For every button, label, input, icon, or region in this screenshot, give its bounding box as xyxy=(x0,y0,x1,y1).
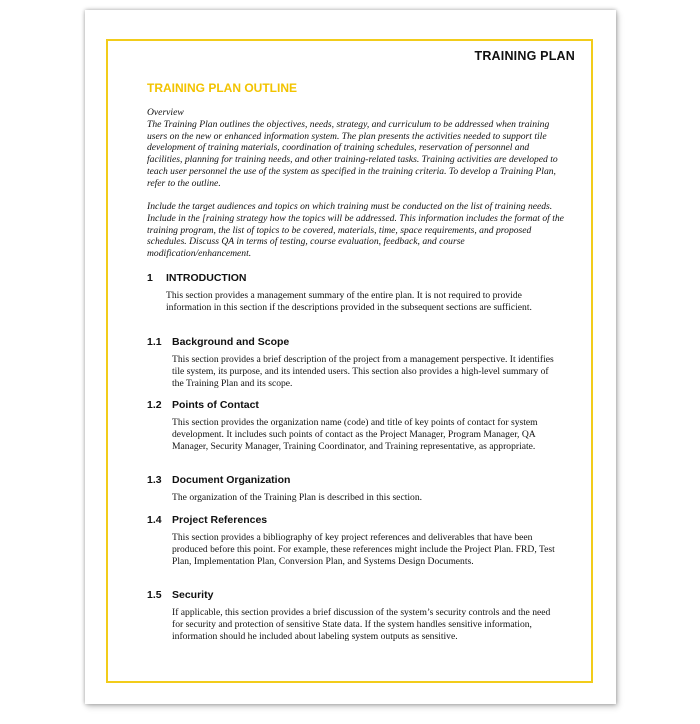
section-heading-security xyxy=(147,589,213,601)
overview-heading: Overview xyxy=(147,107,184,118)
overview-text: The Training Plan outlines the objectives, needs, strategy, and curriculum to be addressed when training users on the new or enhanced information system. The plan presents the activities needed to support tile development of training materials, coordination of training schedules, reservation of personnel and facilities, planning for training needs, and other training-related tasks. Training activities are developed to teach user personnel the use of the system as specified in the training criteria. To develop a Training Plan, refer to the outline. xyxy=(147,118,558,189)
section-title: Security xyxy=(172,589,214,601)
section-number: 1.3 xyxy=(147,474,162,486)
section-body-project-references: This section provides a bibliography of key project references and deliverables that have been produced before this point. For example, these references might include the Project Plan. FRD, Test Plan, Implementation Plan, Conversion Plan, and Systems Design Documents. xyxy=(172,532,555,567)
section-body-document-organization: The organization of the Training Plan is described in this section. xyxy=(172,492,423,503)
section-title: Project References xyxy=(172,514,268,526)
section-number: 1 xyxy=(147,272,153,284)
section-number: 1.4 xyxy=(147,514,162,526)
overview-block xyxy=(147,107,567,190)
section-body-background-scope: This section provides a brief description of the project from a management perspective. It identifies tile system, its purpose, and its intended users. This section also provides a high-level summary of the Training Plan and its scope. xyxy=(172,354,554,389)
section-title: Points of Contact xyxy=(172,399,259,411)
outline-title: TRAINING PLAN OUTLINE xyxy=(147,81,297,95)
section-body-points-of-contact: This section provides the organization name (code) and title of key points of contact for system development. It includes such points of contact as the Project Manager, Program Manager, QA Manager, Security Manager, Training Coordinator, and Training representative, as appropriate. xyxy=(172,417,538,452)
section-number: 1.2 xyxy=(147,399,162,411)
section-body-introduction: This section provides a management summary of the entire plan. It is not required to provide information in this section if the descriptions provided in the subsequent sections are sufficient. xyxy=(166,290,532,313)
section-heading-project-references xyxy=(147,514,267,526)
document-title: TRAINING PLAN xyxy=(474,49,575,63)
section-title: Background and Scope xyxy=(172,336,290,348)
section-number: 1.5 xyxy=(147,589,162,601)
section-number: 1.1 xyxy=(147,336,162,348)
section-heading-background-scope xyxy=(147,336,289,348)
section-title: Document Organization xyxy=(172,474,291,486)
section-body-security: If applicable, this section provides a brief discussion of the system’s security controls and the need for security and protection of sensitive State data. If the system handles sensitive information, information should he included about labeling system outputs as sensitive. xyxy=(172,607,551,642)
section-heading-points-of-contact xyxy=(147,399,259,411)
section-title: INTRODUCTION xyxy=(166,272,247,284)
document-page xyxy=(85,10,616,704)
section-heading-document-organization xyxy=(147,474,290,486)
section-heading-introduction xyxy=(147,272,247,284)
target-audience-paragraph: Include the target audiences and topics on which training must be conducted on the list of training needs. Include in the [raining strategy how the topics will be addressed. This information includes the format of the training program, the list of topics to be covered, materials, time, space requirements, and proposed schedules. Discuss QA in terms of testing, course evaluation, feedback, and course modification/enhancement. xyxy=(147,201,564,260)
